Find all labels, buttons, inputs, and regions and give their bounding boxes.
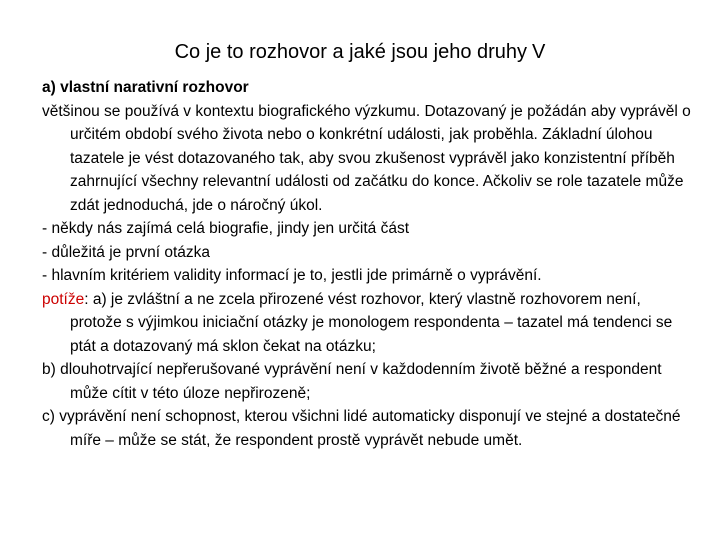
bullet-first-question: - důležitá je první otázka (42, 243, 211, 261)
paragraph-difficulties (42, 288, 692, 359)
slide-title (0, 39, 720, 65)
bullet-validity: - hlavním kritériem validity informací je to, jestli jde primárně o vyprávění. (42, 267, 542, 284)
paragraph-point-c: c) vyprávění není schopnost, kterou všichni lidé automaticky disponují ve stejné a dostatečné míře – může se stát, že respondent prostě vyprávět nebude umět. (42, 408, 681, 449)
section-heading: a) vlastní narativní rozhovor (42, 79, 249, 96)
paragraph-intro: většinou se používá v kontextu biografického výzkumu. Dotazovaný je požádán aby vyprávěl o určitém období svého života nebo o konkrétní události, jak proběhla. Základní úlohou tazatele je vést dotazovaného tak, aby svou zkušenost vyprávěl jako konzistentní příběh zahrnující všechny relevantní události od začátku do konce. Ačkoliv se role tazatele může zdát jednoduchá, jde o náročný úkol. (42, 102, 691, 214)
slide-body (42, 76, 692, 452)
difficulties-text: : a) je zvláštní a ne zcela přirozené vést rozhovor, který vlastně rozhovorem není, protože s výjimkou iniciační otázky je monologem respondenta – tazatel má tendenci se ptát a dotazovaný má sklon čekat na otázku; (70, 290, 673, 355)
slide-title-text: Co je to rozhovor a jaké jsou jeho druhy (174, 41, 528, 63)
bullet-biography: - někdy nás zajímá celá biografie, jindy jen určitá část (42, 220, 410, 237)
slide-title-suffix: V (532, 41, 546, 63)
paragraph-point-b: b) dlouhotrvající nepřerušované vyprávění není v každodenním životě běžné a respondent může cítit v této úloze nepřirozeně; (42, 361, 662, 402)
difficulties-label: potíže (42, 290, 85, 308)
